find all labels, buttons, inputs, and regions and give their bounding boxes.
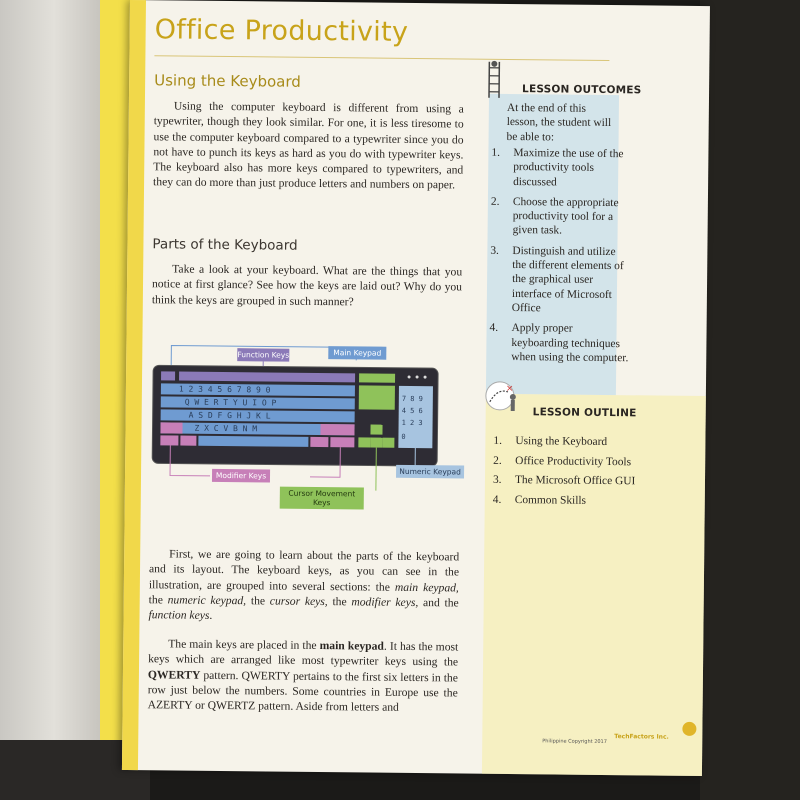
term-main-keypad: main keypad, [394, 580, 459, 595]
section-heading-using-keyboard: Using the Keyboard [154, 71, 301, 91]
paragraph3-and-the: and the [422, 595, 459, 610]
term-function-keys: function keys [148, 608, 210, 623]
paragraph3 [148, 546, 459, 626]
list-item [493, 434, 643, 451]
paragraph4-text: The main keys are placed in the [168, 637, 317, 652]
function-keys-label: Function Keys [237, 348, 289, 362]
term-main-keypad-bold: main keypad [319, 639, 384, 653]
copyright-footer: Philippine Copyright 2017 [542, 738, 607, 746]
list-item [493, 473, 643, 490]
term-qwerty: QWERTY [147, 667, 201, 682]
term-cursor-keys: cursor keys, [269, 594, 328, 608]
list-item [490, 244, 631, 317]
list-item-text: Using the Keyboard [515, 435, 608, 449]
title-divider [154, 55, 609, 61]
chalkboard-icon [484, 378, 524, 419]
svg-text:Z X C V B N M: Z X C V B N M [194, 423, 258, 434]
section1-body [153, 98, 464, 193]
paragraph3-text: First, we are going to learn about the parts of the keyboard and its layout. The keyboard keys, as you can see in the illustration, are grouped into several sections: the [148, 547, 460, 594]
book-page [122, 0, 710, 776]
list-item-number: 4. [492, 493, 502, 506]
publisher-logo: TechFactors Inc. [614, 733, 669, 741]
section2-body [152, 261, 462, 310]
paragraph4-text-3: pattern. QWERTY pertains to the first six letters in the row just below the numbers. Some countries in Europe use the AZERTY or QWERTZ pattern. Aside from letters and [147, 668, 458, 715]
list-item [493, 453, 643, 470]
svg-text:1 2 3: 1 2 3 [401, 418, 423, 428]
svg-text:7 8 9: 7 8 9 [401, 394, 423, 404]
paragraph3-the: the [250, 594, 266, 608]
paragraph4 [148, 636, 459, 716]
cursor-keys-label: Cursor Movement Keys [280, 487, 364, 510]
modifier-keys-label: Modifier Keys [212, 469, 270, 483]
list-item [491, 195, 631, 239]
main-keypad-label: Main Keypad [328, 346, 386, 360]
list-item-number: 1. [493, 434, 503, 447]
keyboard-illustration [150, 340, 472, 508]
list-item-text: Common Skills [514, 493, 587, 507]
section2-paragraph: Take a look at your keyboard. What are the things that you notice at first glance? See how the keys are laid out? Why do you think the keys are grouped in such manner? [151, 262, 463, 308]
list-item-number: 4. [489, 322, 499, 335]
list-item [489, 321, 629, 365]
svg-text:1 2 3 4 5 6 7 8 9 0: 1 2 3 4 5 6 7 8 9 0 [178, 384, 271, 395]
section-heading-parts-keyboard: Parts of the Keyboard [152, 236, 298, 254]
list-item-number: 2. [490, 195, 500, 208]
list-item-text: Distinguish and utilize the different elements of the graphical user interface of Microsoft Office [511, 244, 624, 315]
lesson-outcomes-list [489, 146, 631, 372]
svg-text:0: 0 [401, 432, 406, 441]
lesson-outcomes-intro: At the end of this lesson, the student will be able to: [506, 101, 612, 144]
section1-paragraph: Using the computer keyboard is different from using a typewriter, though they look similar. For one, it is less tiresome to use the computer keyboard compared to a typewriter since you do not have to punch its keys as hard as you do with typewriter keys. The keyboard also has more keys compared to typewriters, and they can do more than just produce letters and numbers on paper. [153, 99, 464, 192]
list-item [491, 146, 631, 190]
list-item-number: 1. [491, 146, 501, 159]
list-item-text: The Microsoft Office GUI [514, 474, 636, 488]
svg-text:4 5 6: 4 5 6 [401, 406, 423, 416]
svg-text:×: × [505, 383, 514, 395]
list-item-number: 3. [492, 473, 502, 486]
numeric-keypad-label: Numeric Keypad [396, 465, 464, 479]
lesson-outline-list [493, 434, 644, 514]
lesson-outcomes-heading: LESSON OUTCOMES [522, 83, 642, 97]
list-item-number: 3. [490, 244, 500, 257]
list-item [493, 492, 643, 509]
paragraph4-text-2: . It has the most keys which are arranged like most typewriter keys using the [148, 639, 459, 669]
term-numeric-keypad: numeric keypad, [167, 593, 247, 608]
paragraph3-the: the [148, 593, 163, 607]
list-item-text: Maximize the use of the productivity tools discussed [513, 147, 624, 189]
list-item-text: Apply proper keyboarding techniques when using the computer. [511, 322, 629, 365]
list-item-text: Choose the appropriate productivity tool for a given task. [512, 195, 619, 238]
svg-text:Q W E R T Y U I O P: Q W E R T Y U I O P [184, 397, 277, 408]
svg-text:A S D F G H J K L: A S D F G H J K L [188, 410, 271, 421]
paragraph3-period: . [209, 609, 213, 623]
keyboard-diagram [150, 340, 472, 503]
background-right [700, 0, 800, 800]
lesson-outline-heading: LESSON OUTLINE [532, 406, 637, 420]
term-modifier-keys: modifier keys, [351, 595, 419, 609]
paragraph3-the: the [332, 595, 347, 609]
page-title: Office Productivity [154, 14, 409, 48]
ladder-icon [479, 60, 513, 105]
list-item-number: 2. [493, 454, 502, 467]
page-tab-marker [682, 722, 696, 736]
list-item-text: Office Productivity Tools [515, 454, 632, 468]
